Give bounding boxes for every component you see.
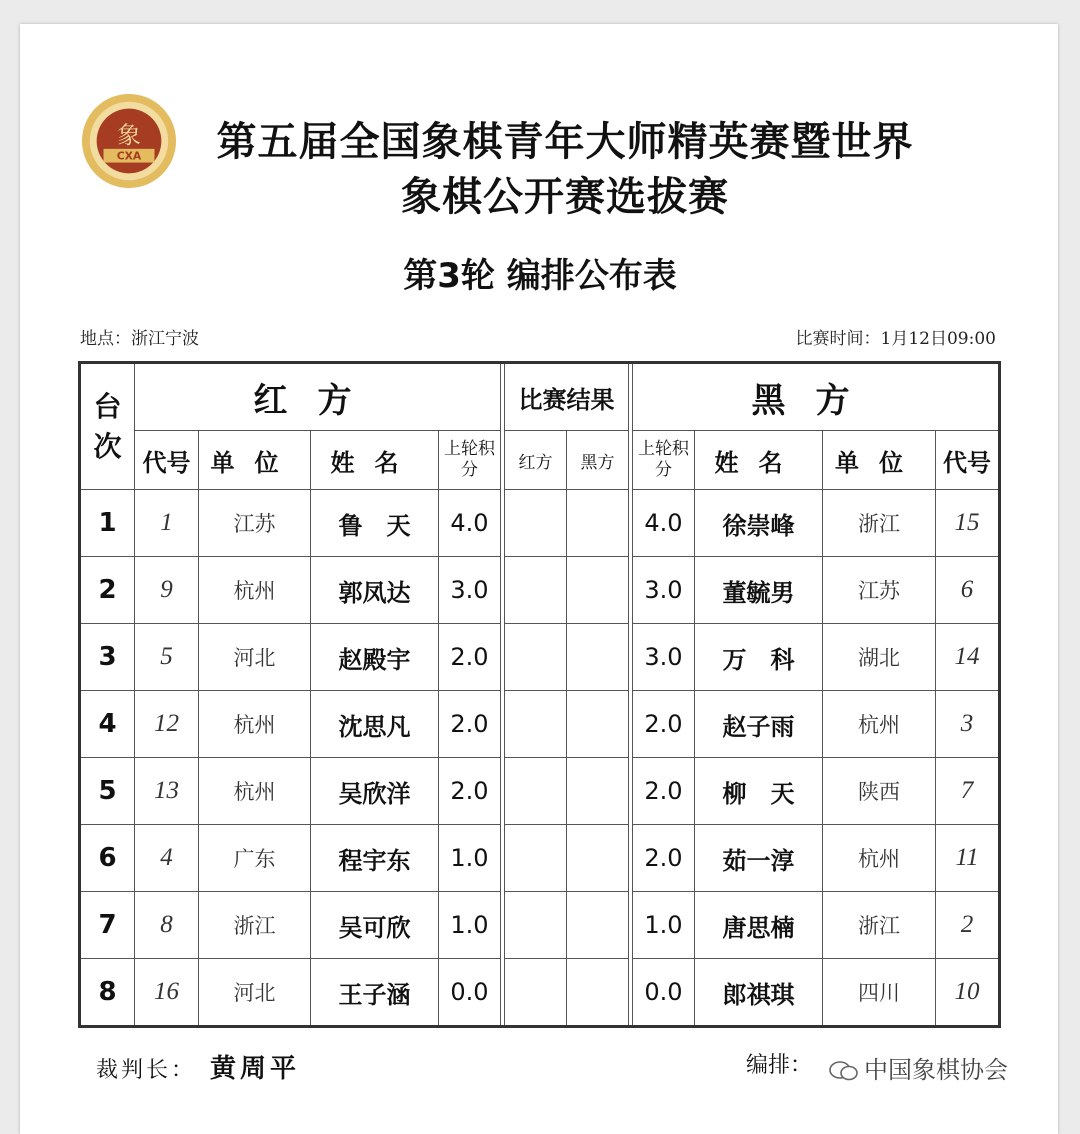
col-result-black: 黑方 [567, 431, 629, 490]
arranger-label: 编排： [746, 1053, 813, 1078]
red-name: 郭凤达 [311, 557, 439, 624]
black-prev-score: 0.0 [633, 959, 695, 1027]
result-black-cell [567, 758, 629, 825]
red-code: 5 [135, 624, 199, 691]
table-row [80, 557, 1000, 624]
black-code: 3 [936, 691, 1000, 758]
board-number: 5 [80, 758, 135, 825]
result-red-cell [505, 758, 567, 825]
red-name: 赵殿宇 [311, 624, 439, 691]
subtitle: 第3轮 编排公布表 [403, 256, 677, 296]
result-black-cell [567, 557, 629, 624]
black-prev-score: 3.0 [633, 557, 695, 624]
watermark-text: 中国象棋协会 [864, 1056, 1008, 1084]
match-time-text: 比赛时间：1月12日09:00 [795, 329, 996, 349]
black-prev-score: 1.0 [633, 892, 695, 959]
red-prev-score: 1.0 [439, 892, 501, 959]
col-prev-score-red: 上轮积分 [439, 431, 501, 490]
result-red-cell [505, 691, 567, 758]
arranger [746, 1048, 812, 1079]
svg-text:象: 象 [117, 120, 141, 149]
result-red-cell [505, 825, 567, 892]
svg-text:CXA: CXA [116, 149, 142, 163]
black-name: 董毓男 [695, 557, 823, 624]
black-name: 赵子雨 [695, 691, 823, 758]
board-number: 8 [80, 959, 135, 1027]
red-unit: 杭州 [199, 691, 311, 758]
red-unit: 杭州 [199, 557, 311, 624]
table-row [80, 758, 1000, 825]
red-prev-score: 2.0 [439, 758, 501, 825]
black-unit: 杭州 [823, 691, 936, 758]
black-prev-score: 2.0 [633, 825, 695, 892]
result-black-cell [567, 691, 629, 758]
watermark [828, 1050, 1008, 1085]
black-code: 6 [936, 557, 1000, 624]
result-black-cell [567, 490, 629, 557]
red-unit: 广东 [199, 825, 311, 892]
result-header: 比赛结果 [505, 363, 629, 431]
red-prev-score: 2.0 [439, 691, 501, 758]
red-name: 沈思凡 [311, 691, 439, 758]
black-name: 万 科 [695, 624, 823, 691]
red-unit: 江苏 [199, 490, 311, 557]
red-code: 9 [135, 557, 199, 624]
table-row [80, 959, 1000, 1027]
col-code-red: 代号 [135, 431, 199, 490]
chief-referee-label: 裁判长： [96, 1058, 197, 1083]
col-prev-score-black: 上轮积分 [633, 431, 695, 490]
black-unit: 杭州 [823, 825, 936, 892]
board-number: 6 [80, 825, 135, 892]
table-row [80, 892, 1000, 959]
black-name: 郎祺琪 [695, 959, 823, 1027]
result-red-cell [505, 959, 567, 1027]
result-red-cell [505, 892, 567, 959]
result-red-cell [505, 624, 567, 691]
red-code: 4 [135, 825, 199, 892]
result-black-cell [567, 825, 629, 892]
red-code: 13 [135, 758, 199, 825]
black-prev-score: 3.0 [633, 624, 695, 691]
pairing-table [78, 361, 1001, 1028]
black-name: 茹一淳 [695, 825, 823, 892]
black-name: 柳 天 [695, 758, 823, 825]
board-number: 7 [80, 892, 135, 959]
board-number: 2 [80, 557, 135, 624]
red-prev-score: 3.0 [439, 557, 501, 624]
col-unit-red: 单位 [199, 431, 311, 490]
red-name: 程宇东 [311, 825, 439, 892]
black-prev-score: 2.0 [633, 758, 695, 825]
black-unit: 浙江 [823, 490, 936, 557]
red-prev-score: 4.0 [439, 490, 501, 557]
table-row [80, 490, 1000, 557]
result-black-cell [567, 624, 629, 691]
board-number: 3 [80, 624, 135, 691]
title-line-2: 象棋公开赛选拔赛 [401, 174, 729, 220]
black-code: 14 [936, 624, 1000, 691]
col-code-black: 代号 [936, 431, 1000, 490]
black-code: 2 [936, 892, 1000, 959]
black-code: 15 [936, 490, 1000, 557]
black-side-header: 黑方 [633, 363, 1000, 431]
red-unit: 浙江 [199, 892, 311, 959]
col-result-red: 红方 [505, 431, 567, 490]
red-prev-score: 2.0 [439, 624, 501, 691]
black-code: 11 [936, 825, 1000, 892]
cxa-logo [80, 92, 178, 190]
red-prev-score: 0.0 [439, 959, 501, 1027]
chief-referee [96, 1048, 300, 1085]
red-name: 鲁 天 [311, 490, 439, 557]
black-unit: 四川 [823, 959, 936, 1027]
red-name: 吴可欣 [311, 892, 439, 959]
result-black-cell [567, 959, 629, 1027]
col-name-red: 姓名 [311, 431, 439, 490]
red-code: 1 [135, 490, 199, 557]
black-unit: 江苏 [823, 557, 936, 624]
red-unit: 河北 [199, 959, 311, 1027]
red-name: 吴欣洋 [311, 758, 439, 825]
black-name: 徐崇峰 [695, 490, 823, 557]
location-text: 地点：浙江宁波 [80, 329, 199, 349]
chief-referee-name: 黄周平 [210, 1054, 301, 1084]
table-row [80, 624, 1000, 691]
black-prev-score: 4.0 [633, 490, 695, 557]
col-unit-black: 单位 [823, 431, 936, 490]
red-code: 12 [135, 691, 199, 758]
title-line-1: 第五届全国象棋青年大师精英赛暨世界 [216, 119, 914, 165]
red-code: 16 [135, 959, 199, 1027]
black-prev-score: 2.0 [633, 691, 695, 758]
board-number: 1 [80, 490, 135, 557]
col-name-black: 姓名 [695, 431, 823, 490]
red-side-header: 红方 [135, 363, 501, 431]
result-black-cell [567, 892, 629, 959]
wechat-icon [828, 1059, 860, 1083]
board-header: 台次 [80, 363, 135, 490]
red-unit: 河北 [199, 624, 311, 691]
red-prev-score: 1.0 [439, 825, 501, 892]
black-unit: 陕西 [823, 758, 936, 825]
result-red-cell [505, 557, 567, 624]
black-unit: 浙江 [823, 892, 936, 959]
table-row [80, 691, 1000, 758]
black-unit: 湖北 [823, 624, 936, 691]
result-red-cell [505, 490, 567, 557]
board-number: 4 [80, 691, 135, 758]
red-code: 8 [135, 892, 199, 959]
black-code: 10 [936, 959, 1000, 1027]
black-name: 唐思楠 [695, 892, 823, 959]
black-code: 7 [936, 758, 1000, 825]
red-name: 王子涵 [311, 959, 439, 1027]
red-unit: 杭州 [199, 758, 311, 825]
table-row [80, 825, 1000, 892]
